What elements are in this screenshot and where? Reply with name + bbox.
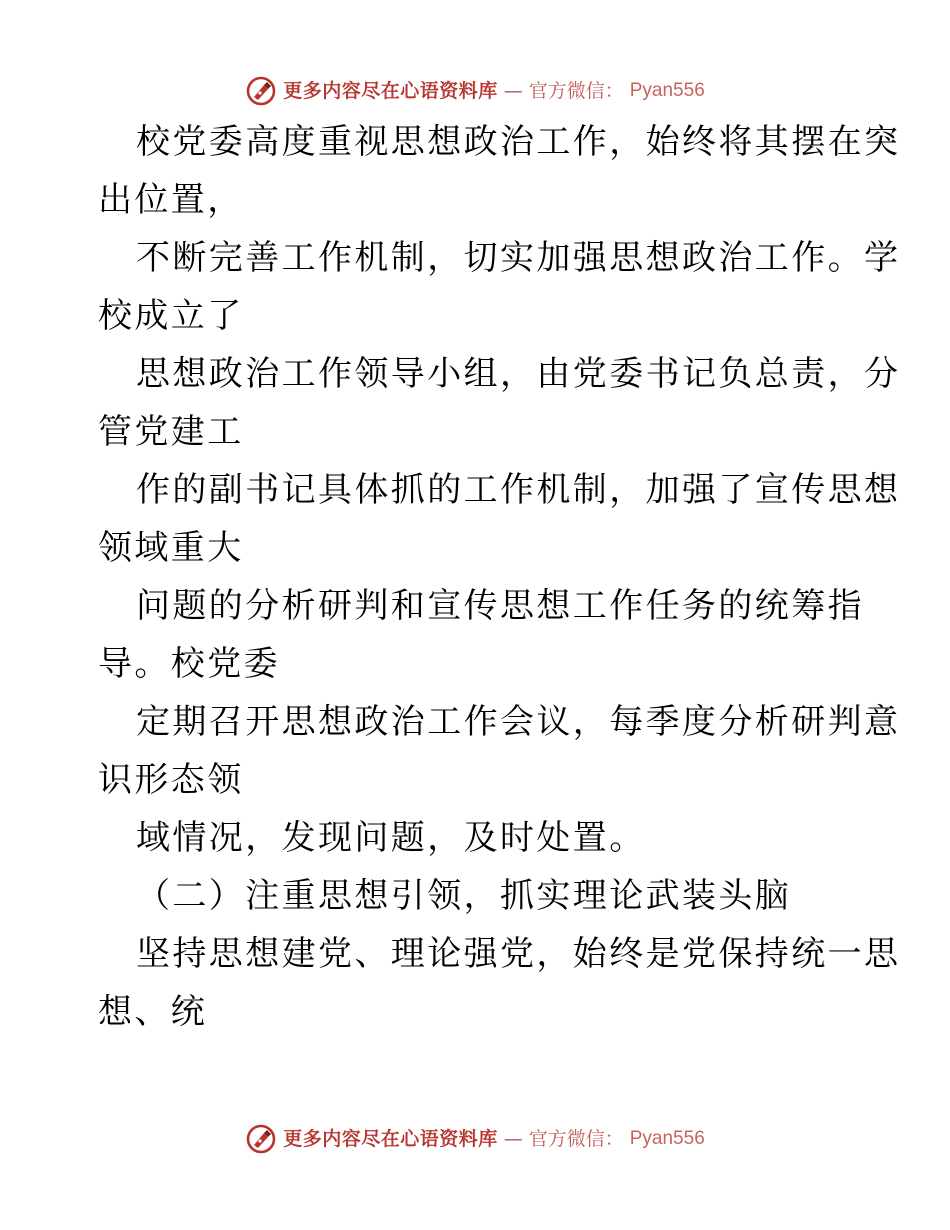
watermark-wechat-id: Pyan556 bbox=[629, 1128, 705, 1149]
watermark-separator: — bbox=[503, 80, 523, 102]
watermark-text: 更多内容尽在心语资料库 bbox=[283, 1128, 498, 1150]
paragraph-line: 管党建工 bbox=[98, 412, 244, 452]
footer-watermark bbox=[0, 1119, 950, 1159]
pen-nib-logo-icon bbox=[245, 75, 277, 107]
paragraph-line: 出位置， bbox=[98, 180, 244, 220]
watermark-wechat-label: 官方微信： bbox=[528, 80, 624, 102]
paragraph-line: 问题的分析研判和宣传思想工作任务的统筹指 bbox=[136, 586, 864, 626]
paragraph-line: 思想政治工作领导小组，由党委书记负总责，分 bbox=[136, 354, 901, 394]
watermark-wechat-label: 官方微信： bbox=[528, 1128, 624, 1150]
paragraph-line: 定期召开思想政治工作会议，每季度分析研判意 bbox=[136, 702, 901, 742]
paragraph-line: 识形态领 bbox=[98, 760, 244, 800]
watermark-wechat-id: Pyan556 bbox=[629, 80, 705, 101]
paragraph-line: 校党委高度重视思想政治工作，始终将其摆在突 bbox=[136, 122, 901, 162]
paragraph-line: 域情况，发现问题，及时处置。 bbox=[136, 818, 646, 858]
paragraph-line: 想、统 bbox=[98, 992, 208, 1032]
paragraph-line: 领域重大 bbox=[98, 528, 244, 568]
pen-nib-logo-icon bbox=[245, 1123, 277, 1155]
paragraph-line: 不断完善工作机制，切实加强思想政治工作。学 bbox=[136, 238, 901, 278]
paragraph-line: 坚持思想建党、理论强党，始终是党保持统一思 bbox=[136, 934, 901, 974]
paragraph-line: 导。校党委 bbox=[98, 644, 280, 684]
paragraph-line: 作的副书记具体抓的工作机制，加强了宣传思想 bbox=[136, 470, 901, 510]
header-watermark bbox=[0, 71, 950, 111]
watermark-separator: — bbox=[503, 1128, 523, 1150]
section-heading: （二）注重思想引领，抓实理论武装头脑 bbox=[136, 876, 792, 916]
watermark-text: 更多内容尽在心语资料库 bbox=[283, 80, 498, 102]
paragraph-line: 校成立了 bbox=[98, 296, 244, 336]
